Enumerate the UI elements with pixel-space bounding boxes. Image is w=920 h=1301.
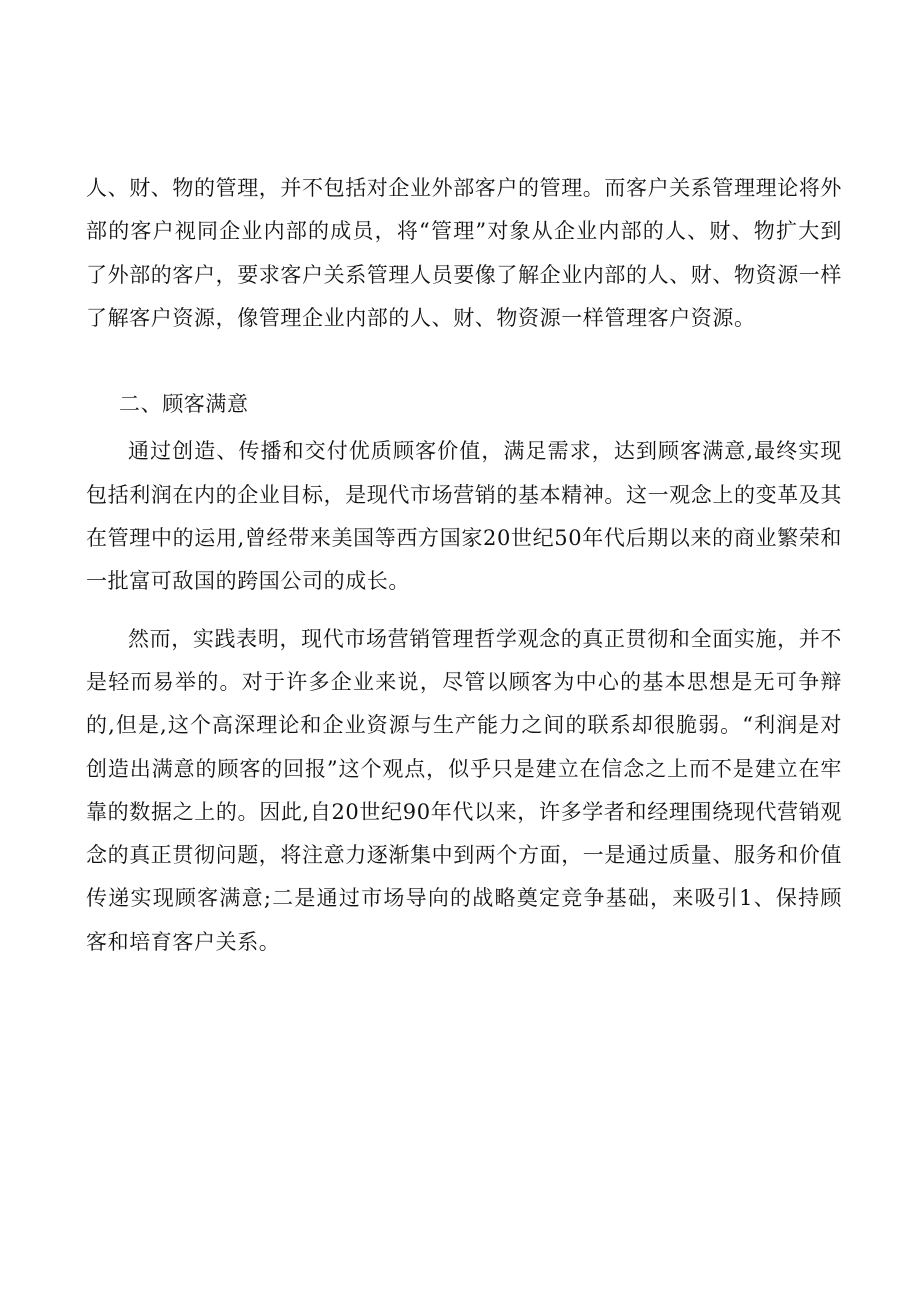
continuation-paragraph: 人、财、物的管理，并不包括对企业外部客户的管理。而客户关系管理理论将外部的客户视同企业内部的成员，将“管理”对象从企业内部的人、财、物扩大到了外部的客户，要求客户关系管理人员要像了解企业内部的人、财、物资源一样了解客户资源，像管理企业内部的人、财、物资源一样管理客户资源。 bbox=[86, 176, 842, 330]
document-body bbox=[86, 167, 842, 964]
section-heading: 二、顾客满意 bbox=[119, 392, 249, 417]
body-paragraph-1: 通过创造、传播和交付优质顾客价值，满足需求，达到顾客满意,最终实现包括利润在内的企业目标，是现代市场营销的基本精神。这一观念上的变革及其在管理中的运用,曾经带来美国等西方国家20世纪50年代后期以来的商业繁荣和一批富可敌国的跨国公司的成长。 bbox=[86, 439, 842, 594]
body-paragraph-2: 然而，实践表明，现代市场营销管理哲学观念的真正贯彻和全面实施，并不是轻而易举的。对于许多企业来说，尽管以顾客为中心的基本思想是无可争辩的,但是,这个高深理论和企业资源与生产能力之间的联系却很脆弱。“利润是对创造出满意的顾客的回报”这个观点，似乎只是建立在信念之上而不是建立在牢靠的数据之上的。因此,自20世纪90年代以来，许多学者和经理围绕现代营销观念的真正贯彻问题，将注意力逐渐集中到两个方面，一是通过质量、服务和价值传递实现顾客满意;二是通过市场导向的战略奠定竞争基础，来吸引1、保持顾客和培育客户关系。 bbox=[86, 626, 842, 954]
